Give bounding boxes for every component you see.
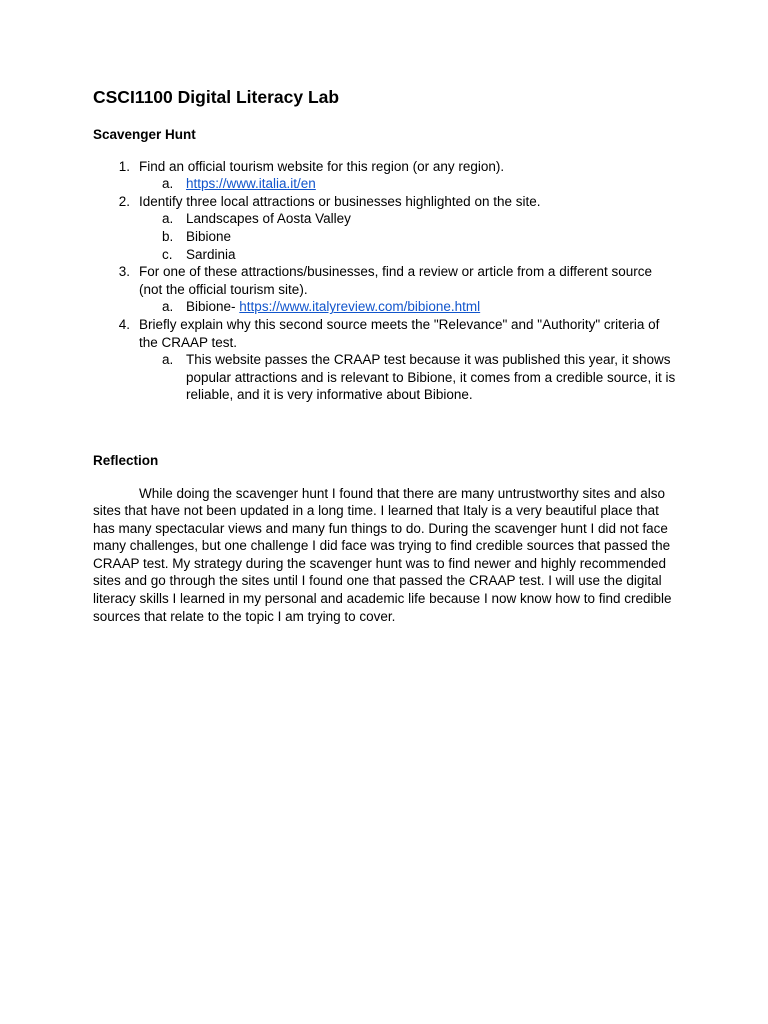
reflection-paragraph: While doing the scavenger hunt I found that there are many untrustworthy sites and also sites that have not been updated in a long time. I learned that Italy is a very beautiful place that has many spectacular views and many fun things to do. During the scavenger hunt I did not face many challenges, but one challenge I did face was trying to find credible sources that passed the CRAAP test. My strategy during the scavenger hunt was to find newer and highly recommended sites and go through the sites until I found one that passed the CRAAP test. I will use the digital literacy skills I learned in my personal and academic life because I now know how to find credible sources that relate to the topic I am trying to cover. bbox=[93, 485, 672, 624]
sub-list-item bbox=[139, 246, 678, 264]
list-item-4 bbox=[93, 316, 678, 404]
list-number: 3. bbox=[118, 264, 130, 280]
document-title: CSCI1100 Digital Literacy Lab bbox=[93, 87, 340, 107]
sub-list-text: Bibione- bbox=[186, 299, 240, 315]
sub-list-item bbox=[139, 351, 678, 404]
list-item-2 bbox=[93, 193, 678, 263]
sub-list-label: a. bbox=[162, 211, 174, 227]
sub-list bbox=[139, 210, 678, 263]
list-item-3 bbox=[93, 263, 678, 316]
scavenger-hunt-list bbox=[93, 158, 678, 404]
sub-list-label: b. bbox=[162, 228, 174, 244]
sub-list-item bbox=[139, 210, 678, 228]
sub-list-label: c. bbox=[162, 246, 173, 262]
list-number: 4. bbox=[118, 316, 130, 332]
list-item-text: For one of these attractions/businesses, find a review or article from a different source (not the official tourism site). bbox=[139, 264, 652, 297]
list-number: 1. bbox=[118, 158, 130, 174]
document-page bbox=[93, 86, 678, 625]
reflection-heading: Reflection bbox=[93, 452, 159, 468]
sub-list-text: Bibione bbox=[186, 228, 232, 244]
sub-list-text: Landscapes of Aosta Valley bbox=[186, 211, 351, 227]
list-item-text: Find an official tourism website for this region (or any region). bbox=[139, 158, 505, 174]
sub-list bbox=[139, 298, 678, 316]
list-item-1 bbox=[93, 158, 678, 193]
sub-list-text: Sardinia bbox=[186, 246, 236, 262]
sub-list-label: a. bbox=[162, 352, 174, 368]
list-number: 2. bbox=[118, 193, 130, 209]
list-item-text: Identify three local attractions or businesses highlighted on the site. bbox=[139, 193, 541, 209]
sub-list-label: a. bbox=[162, 176, 174, 192]
sub-list bbox=[139, 175, 678, 193]
list-item-text: Briefly explain why this second source meets the "Relevance" and "Authority" criteria of the CRAAP test. bbox=[139, 316, 660, 350]
tourism-site-link[interactable]: https://www.italia.it/en bbox=[186, 176, 316, 192]
sub-list-item bbox=[139, 175, 678, 193]
sub-list-label: a. bbox=[162, 299, 174, 315]
sub-list bbox=[139, 351, 678, 404]
review-link[interactable]: https://www.italyreview.com/bibione.html bbox=[239, 299, 481, 315]
sub-list-item bbox=[139, 228, 678, 246]
sub-list-text: This website passes the CRAAP test because it was published this year, it shows popular attractions and is relevant to Bibione, it comes from a credible source, it is reliable, and it is very informative about Bibione. bbox=[186, 352, 676, 403]
sub-list-item bbox=[139, 298, 678, 316]
scavenger-hunt-heading: Scavenger Hunt bbox=[93, 127, 196, 142]
